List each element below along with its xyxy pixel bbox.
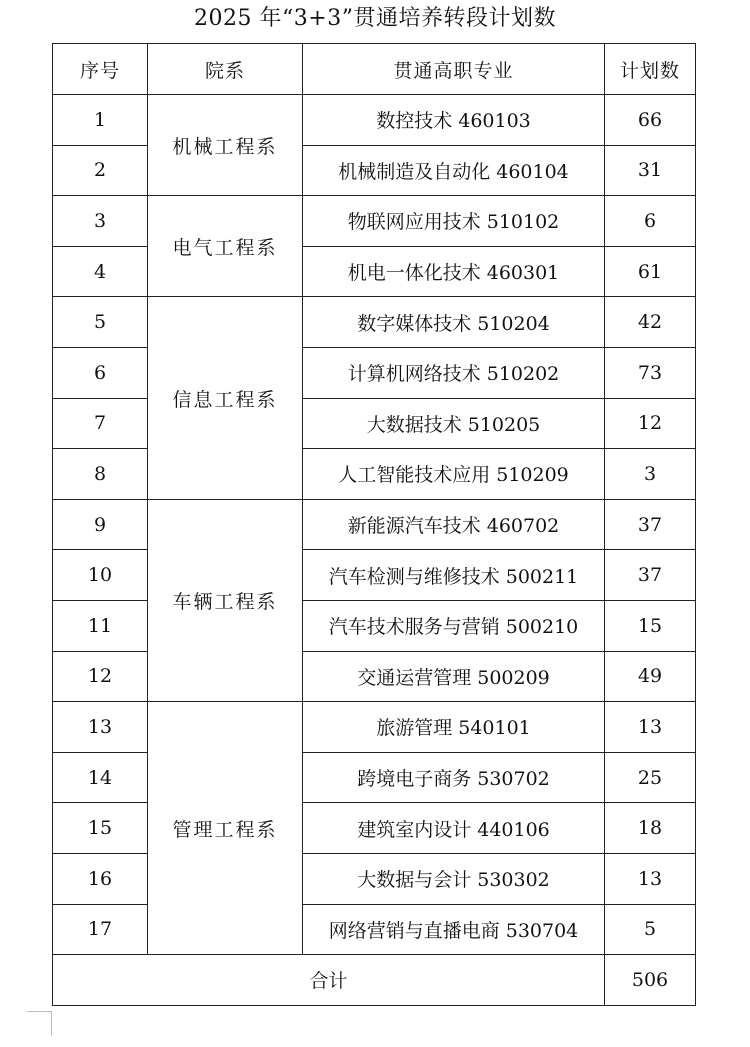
page-title: 2025 年“3+3”贯通培养转段计划数 xyxy=(194,6,556,31)
row-major: 人工智能技术应用 510209 xyxy=(303,449,605,500)
row-count: 18 xyxy=(605,803,696,854)
row-count: 37 xyxy=(605,499,696,550)
table-row xyxy=(53,297,696,348)
row-major: 数控技术 460103 xyxy=(303,95,605,146)
header-major: 贯通高职专业 xyxy=(303,44,605,95)
row-seq: 4 xyxy=(53,246,148,297)
header-count: 计划数 xyxy=(605,44,696,95)
header-seq: 序号 xyxy=(53,44,148,95)
total-label: 合计 xyxy=(53,955,605,1006)
row-major: 汽车技术服务与营销 500210 xyxy=(303,600,605,651)
row-seq: 3 xyxy=(53,196,148,247)
row-count: 66 xyxy=(605,95,696,146)
row-major: 交通运营管理 500209 xyxy=(303,651,605,702)
plan-table xyxy=(52,43,696,1006)
row-count: 73 xyxy=(605,347,696,398)
row-seq: 16 xyxy=(53,853,148,904)
row-count: 12 xyxy=(605,398,696,449)
row-count: 61 xyxy=(605,246,696,297)
table-row xyxy=(53,499,696,550)
row-count: 15 xyxy=(605,600,696,651)
dept-cell: 车辆工程系 xyxy=(148,499,303,701)
row-major: 建筑室内设计 440106 xyxy=(303,803,605,854)
row-count: 3 xyxy=(605,449,696,500)
row-seq: 15 xyxy=(53,803,148,854)
row-count: 13 xyxy=(605,702,696,753)
row-seq: 8 xyxy=(53,449,148,500)
row-major: 跨境电子商务 530702 xyxy=(303,752,605,803)
dept-cell: 机械工程系 xyxy=(148,95,303,196)
row-major: 汽车检测与维修技术 500211 xyxy=(303,550,605,601)
row-count: 5 xyxy=(605,904,696,955)
total-row xyxy=(53,955,696,1006)
row-seq: 13 xyxy=(53,702,148,753)
row-count: 13 xyxy=(605,853,696,904)
row-seq: 9 xyxy=(53,499,148,550)
row-seq: 17 xyxy=(53,904,148,955)
table-row xyxy=(53,702,696,753)
dept-cell: 管理工程系 xyxy=(148,702,303,955)
table-row xyxy=(53,196,696,247)
header-dept: 院系 xyxy=(148,44,303,95)
row-major: 机械制造及自动化 460104 xyxy=(303,145,605,196)
row-count: 6 xyxy=(605,196,696,247)
row-major: 网络营销与直播电商 530704 xyxy=(303,904,605,955)
row-seq: 1 xyxy=(53,95,148,146)
table-header-row xyxy=(53,44,696,95)
row-count: 31 xyxy=(605,145,696,196)
row-major: 大数据技术 510205 xyxy=(303,398,605,449)
row-seq: 11 xyxy=(53,600,148,651)
row-major: 数字媒体技术 510204 xyxy=(303,297,605,348)
row-major: 物联网应用技术 510102 xyxy=(303,196,605,247)
row-major: 机电一体化技术 460301 xyxy=(303,246,605,297)
dept-cell: 电气工程系 xyxy=(148,196,303,297)
row-count: 49 xyxy=(605,651,696,702)
row-major: 新能源汽车技术 460702 xyxy=(303,499,605,550)
page-corner-mark xyxy=(27,1011,52,1036)
total-value: 506 xyxy=(605,955,696,1006)
row-count: 42 xyxy=(605,297,696,348)
row-seq: 2 xyxy=(53,145,148,196)
row-seq: 12 xyxy=(53,651,148,702)
row-major: 计算机网络技术 510202 xyxy=(303,347,605,398)
row-seq: 5 xyxy=(53,297,148,348)
row-major: 大数据与会计 530302 xyxy=(303,853,605,904)
table-row xyxy=(53,95,696,146)
row-count: 37 xyxy=(605,550,696,601)
row-seq: 10 xyxy=(53,550,148,601)
dept-cell: 信息工程系 xyxy=(148,297,303,499)
row-major: 旅游管理 540101 xyxy=(303,702,605,753)
row-seq: 7 xyxy=(53,398,148,449)
row-seq: 14 xyxy=(53,752,148,803)
row-seq: 6 xyxy=(53,347,148,398)
row-count: 25 xyxy=(605,752,696,803)
